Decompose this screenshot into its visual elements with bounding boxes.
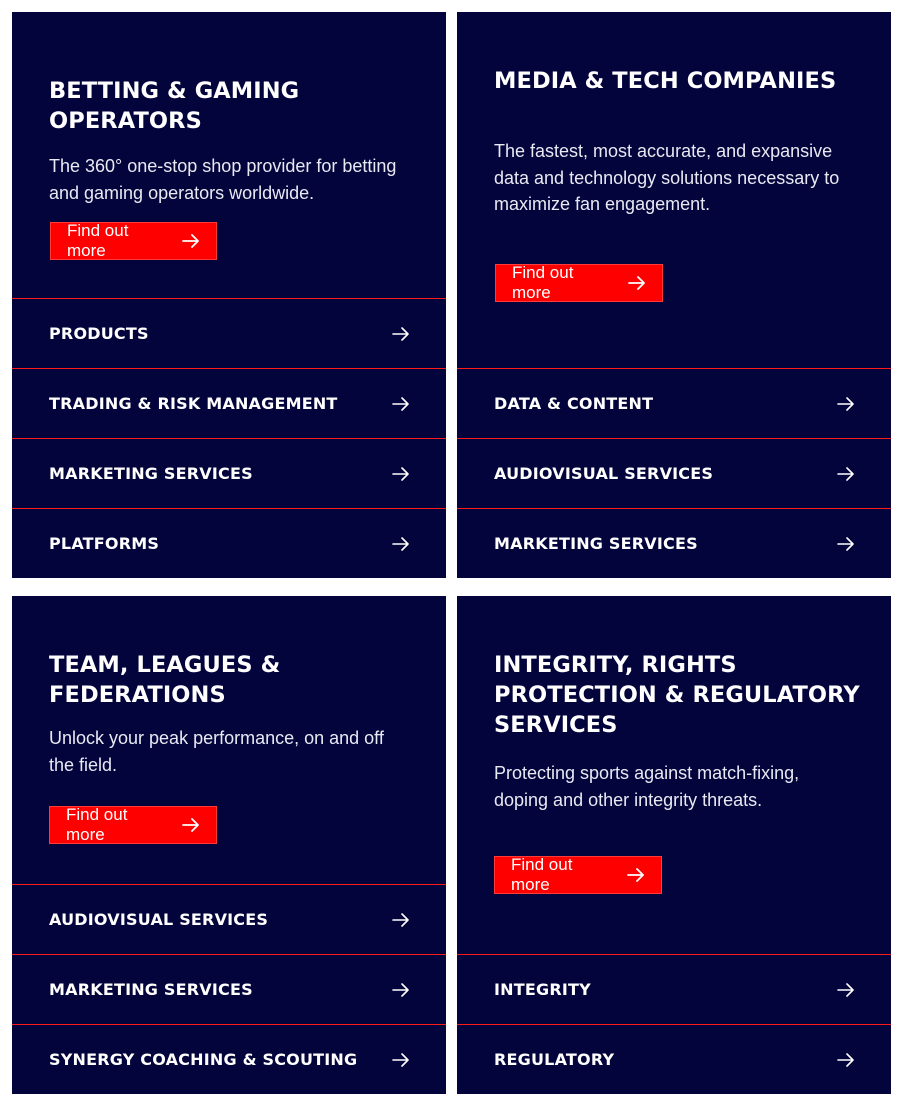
link-label: REGULATORY <box>494 1050 615 1069</box>
arrow-right-icon <box>392 537 410 551</box>
card-betting-gaming-operators <box>12 12 446 578</box>
link-label: INTEGRITY <box>494 980 591 999</box>
arrow-right-icon <box>837 537 855 551</box>
card-description-line: and gaming operators worldwide. <box>49 182 315 203</box>
link-platforms[interactable] <box>12 508 446 578</box>
card-description-line: Unlock your peak performance, on and off <box>49 728 384 748</box>
link-audiovisual-services[interactable] <box>12 884 446 954</box>
link-data-content[interactable] <box>457 368 891 438</box>
card-description-line: Protecting sports against match-fixing, <box>494 763 800 783</box>
card-title-line: MEDIA & TECH COMPANIES <box>494 68 837 94</box>
card-title-line: OPERATORS <box>49 108 202 134</box>
card-header <box>49 650 416 778</box>
arrow-right-icon <box>627 868 645 882</box>
card-description <box>49 725 416 778</box>
link-marketing-services[interactable] <box>12 438 446 508</box>
card-description <box>494 138 861 218</box>
link-synergy-coaching-scouting[interactable] <box>12 1024 446 1094</box>
card-title <box>49 650 416 710</box>
find-out-more-button[interactable] <box>50 222 217 260</box>
arrow-right-icon <box>392 1053 410 1067</box>
card-description-line: The 360° one-stop shop provider for betting <box>49 156 397 176</box>
find-out-more-button[interactable] <box>495 264 663 302</box>
card-link-list <box>12 298 446 578</box>
card-header <box>49 76 416 206</box>
arrow-right-icon <box>182 234 200 248</box>
card-description <box>494 760 861 813</box>
card-title-line: FEDERATIONS <box>49 682 226 708</box>
link-marketing-services[interactable] <box>12 954 446 1024</box>
arrow-right-icon <box>392 397 410 411</box>
arrow-right-icon <box>837 1053 855 1067</box>
card-title-line: SERVICES <box>494 712 618 738</box>
card-title-line: PROTECTION & REGULATORY <box>494 682 860 708</box>
card-team-leagues-federations <box>12 596 446 1094</box>
card-header <box>494 650 861 813</box>
link-label: TRADING & RISK MANAGEMENT <box>49 394 338 413</box>
find-out-more-button[interactable] <box>49 806 217 844</box>
find-out-more-label: Find out more <box>66 805 128 844</box>
card-link-list <box>12 884 446 1094</box>
link-label: AUDIOVISUAL SERVICES <box>494 464 714 483</box>
link-trading-risk-management[interactable] <box>12 368 446 438</box>
find-out-more-label: Find out more <box>67 221 129 260</box>
link-marketing-services[interactable] <box>457 508 891 578</box>
find-out-more-button[interactable] <box>494 856 662 894</box>
card-link-list <box>457 954 891 1094</box>
card-header <box>494 66 861 218</box>
link-label: MARKETING SERVICES <box>49 464 253 483</box>
card-description-line: data and technology solutions necessary to <box>494 167 840 188</box>
link-label: PLATFORMS <box>49 534 160 553</box>
card-title-line: BETTING & GAMING <box>49 78 300 104</box>
card-link-list <box>457 368 891 578</box>
link-integrity[interactable] <box>457 954 891 1024</box>
card-description-line: the field. <box>49 754 118 775</box>
arrow-right-icon <box>392 327 410 341</box>
link-audiovisual-services[interactable] <box>457 438 891 508</box>
card-description-line: doping and other integrity threats. <box>494 789 763 810</box>
arrow-right-icon <box>628 276 646 290</box>
card-title-line: INTEGRITY, RIGHTS <box>494 652 737 678</box>
link-products[interactable] <box>12 298 446 368</box>
link-label: PRODUCTS <box>49 324 149 343</box>
card-description-line: The fastest, most accurate, and expansive <box>494 141 833 161</box>
link-label: SYNERGY COACHING & SCOUTING <box>49 1050 358 1069</box>
card-title-line: TEAM, LEAGUES & <box>49 652 281 678</box>
arrow-right-icon <box>837 983 855 997</box>
link-label: AUDIOVISUAL SERVICES <box>49 910 269 929</box>
card-title <box>494 66 861 96</box>
arrow-right-icon <box>182 818 200 832</box>
link-regulatory[interactable] <box>457 1024 891 1094</box>
find-out-more-label: Find out more <box>512 263 574 302</box>
arrow-right-icon <box>392 983 410 997</box>
arrow-right-icon <box>392 913 410 927</box>
card-title <box>49 76 416 136</box>
link-label: DATA & CONTENT <box>494 394 654 413</box>
link-label: MARKETING SERVICES <box>49 980 253 999</box>
arrow-right-icon <box>837 467 855 481</box>
card-integrity-rights-regulatory <box>457 596 891 1094</box>
arrow-right-icon <box>392 467 410 481</box>
card-description <box>49 153 416 206</box>
card-title <box>494 650 861 740</box>
link-label: MARKETING SERVICES <box>494 534 698 553</box>
card-media-tech-companies <box>457 12 891 578</box>
find-out-more-label: Find out more <box>511 855 573 894</box>
card-description-line: maximize fan engagement. <box>494 194 711 214</box>
arrow-right-icon <box>837 397 855 411</box>
